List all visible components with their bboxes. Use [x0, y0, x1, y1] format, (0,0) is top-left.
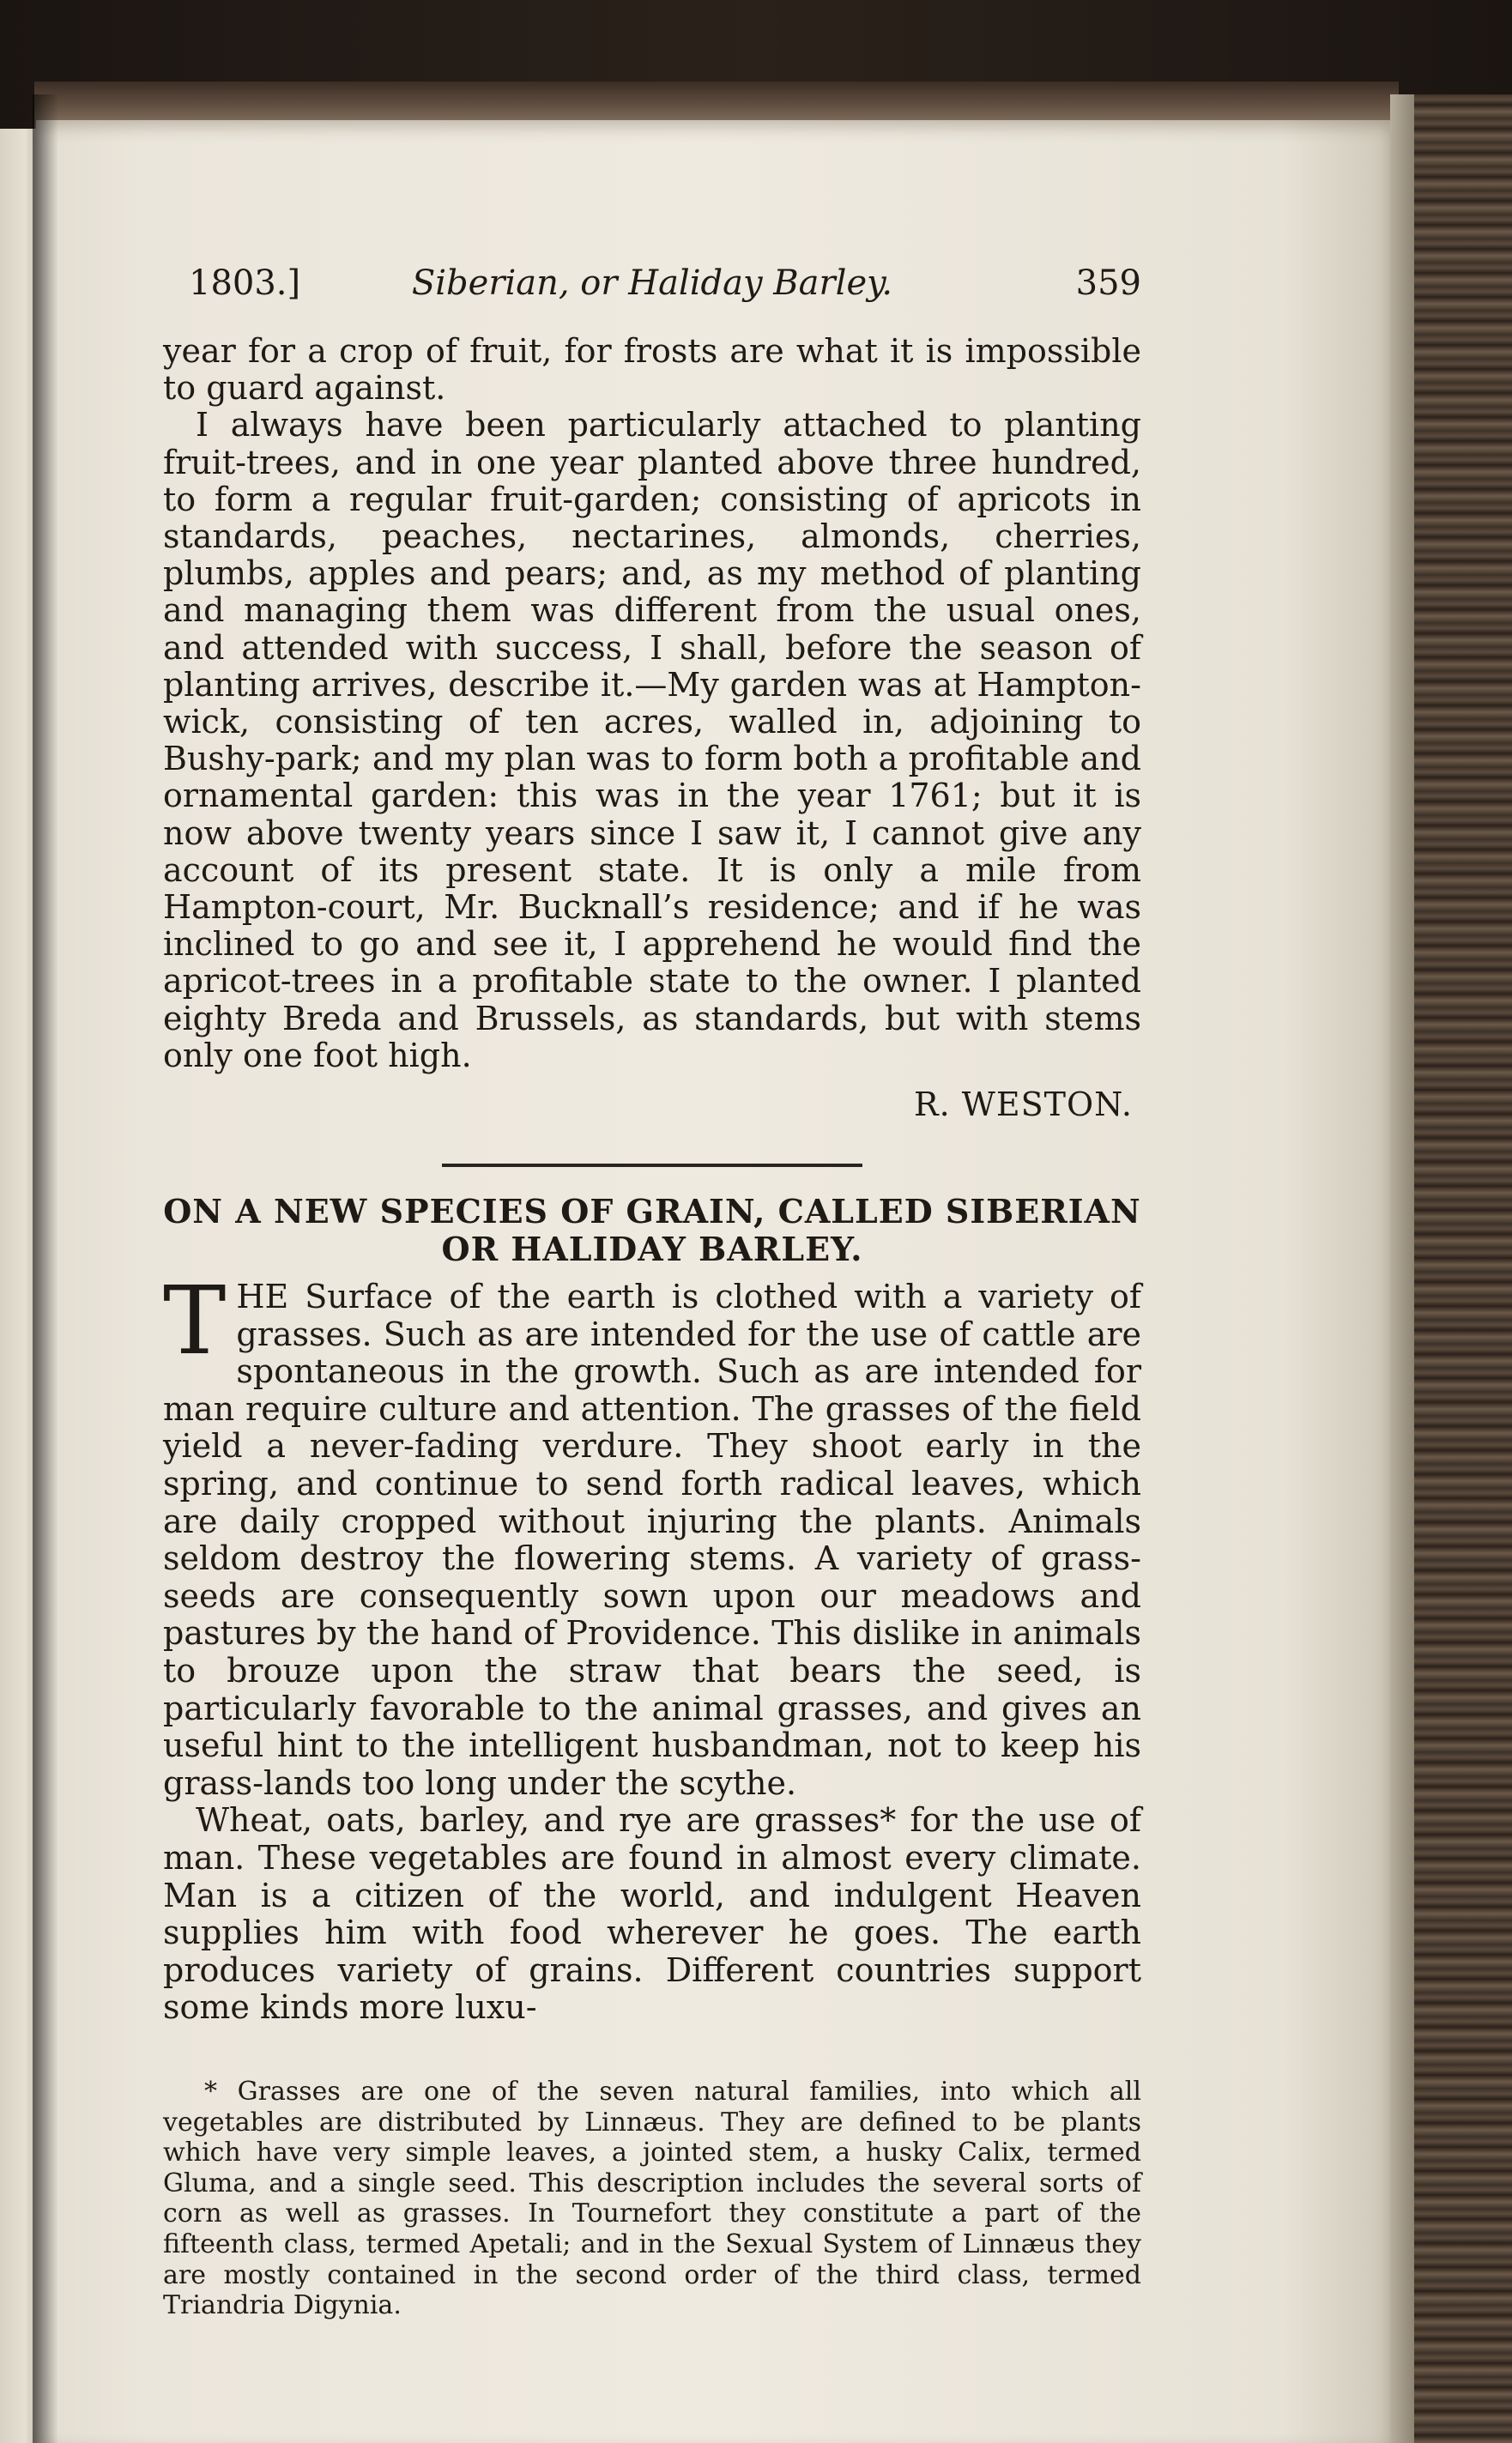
page-stack-edge	[1390, 94, 1414, 2443]
first-paragraph-text: HE Surface of the earth is clothed with a variety of grasses. Such as are intended for the use of cattle are spontaneous in the growth. Such as are intended for man require culture and attention. The grasses of the field yield a never-fading verdure. They shoot early in the spring, and continue to send forth radical leaves, which are daily cropped without injuring the plants. Animals seldom destroy the flowering stems. A variety of grass-seeds are consequently sown upon our meadows and pastures by the hand of Providence. This dislike in animals to brouze upon the straw that bears the seed, is particularly favorable to the animal grasses, and gives an useful hint to the intelligent husbandman, not to keep his grass-lands too long under the scythe.	[163, 1278, 1141, 1802]
running-head-title: Siberian, or Haliday Barley.	[411, 263, 893, 303]
section-divider	[442, 1164, 862, 1167]
running-head-year: 1803.]	[189, 263, 301, 303]
spine-shadow	[33, 94, 58, 2443]
page-number: 359	[1075, 263, 1141, 303]
drop-cap: T	[163, 1266, 227, 1376]
article-title-line-2: OR HALIDAY BARLEY.	[441, 1230, 863, 1269]
article-title	[163, 1193, 1141, 1268]
footnote	[163, 2077, 1141, 2321]
article-barley	[163, 1266, 1141, 2027]
first-paragraph	[163, 1266, 1141, 1802]
left-page-edge	[0, 129, 36, 2443]
page-content	[163, 257, 1141, 2321]
author-signature: R. WESTON.	[914, 1085, 1133, 1124]
running-head	[163, 257, 1141, 309]
continued-paragraph: year for a crop of fruit, for frosts are what it is impossible to guard against.	[163, 332, 1141, 408]
article-weston	[163, 333, 1141, 1074]
footnote-text: * Grasses are one of the seven natural families, into which all vegetables are distributed by Linnæus. They are defined to be plants which have very simple leaves, a jointed stem, a husky Calix, termed Gluma, and a single seed. This description includes the several sorts of corn as well as grasses. In Tournefort they constitute a part of the fifteenth class, termed Apetali; and in the Sexual System of Linnæus they are mostly contained in the second order of the third class, termed Triandria Digynia.	[163, 2076, 1141, 2321]
body-paragraph: I always have been particularly attached to planting fruit-trees, and in one year planted above three hundred, to form a regular fruit-garden; consisting of apricots in standards, peaches, nectarines, almonds, cherries, plumbs, apples and pears; and, as my method of planting and managing them was different from the usual ones, and attended with success, I shall, before the season of planting arrives, describe it.—My garden was at Hampton-wick, consisting of ten acres, walled in, adjoining to Bushy-park; and my plan was to form both a profitable and ornamental garden: this was in the year 1761; but it is now above twenty years since I saw it, I cannot give any account of its present state. It is only a mile from Hampton-court, Mr. Bucknall’s residence; and if he was inclined to go and see it, I apprehend he would find the apricot-trees in a profitable state to the owner. I planted eighty Breda and Brussels, as standards, but with stems only one foot high.	[163, 406, 1141, 1074]
second-paragraph: Wheat, oats, barley, and rye are grasses* for the use of man. These vegetables are found in almost every climate. Man is a citizen of the world, and indulgent Heaven supplies him with food wherever he goes. The earth produces variety of grains. Different countries support some kinds more luxu-	[163, 1801, 1141, 2027]
article-title-line-1: ON A NEW SPECIES OF GRAIN, CALLED SIBERIAN	[163, 1192, 1141, 1231]
